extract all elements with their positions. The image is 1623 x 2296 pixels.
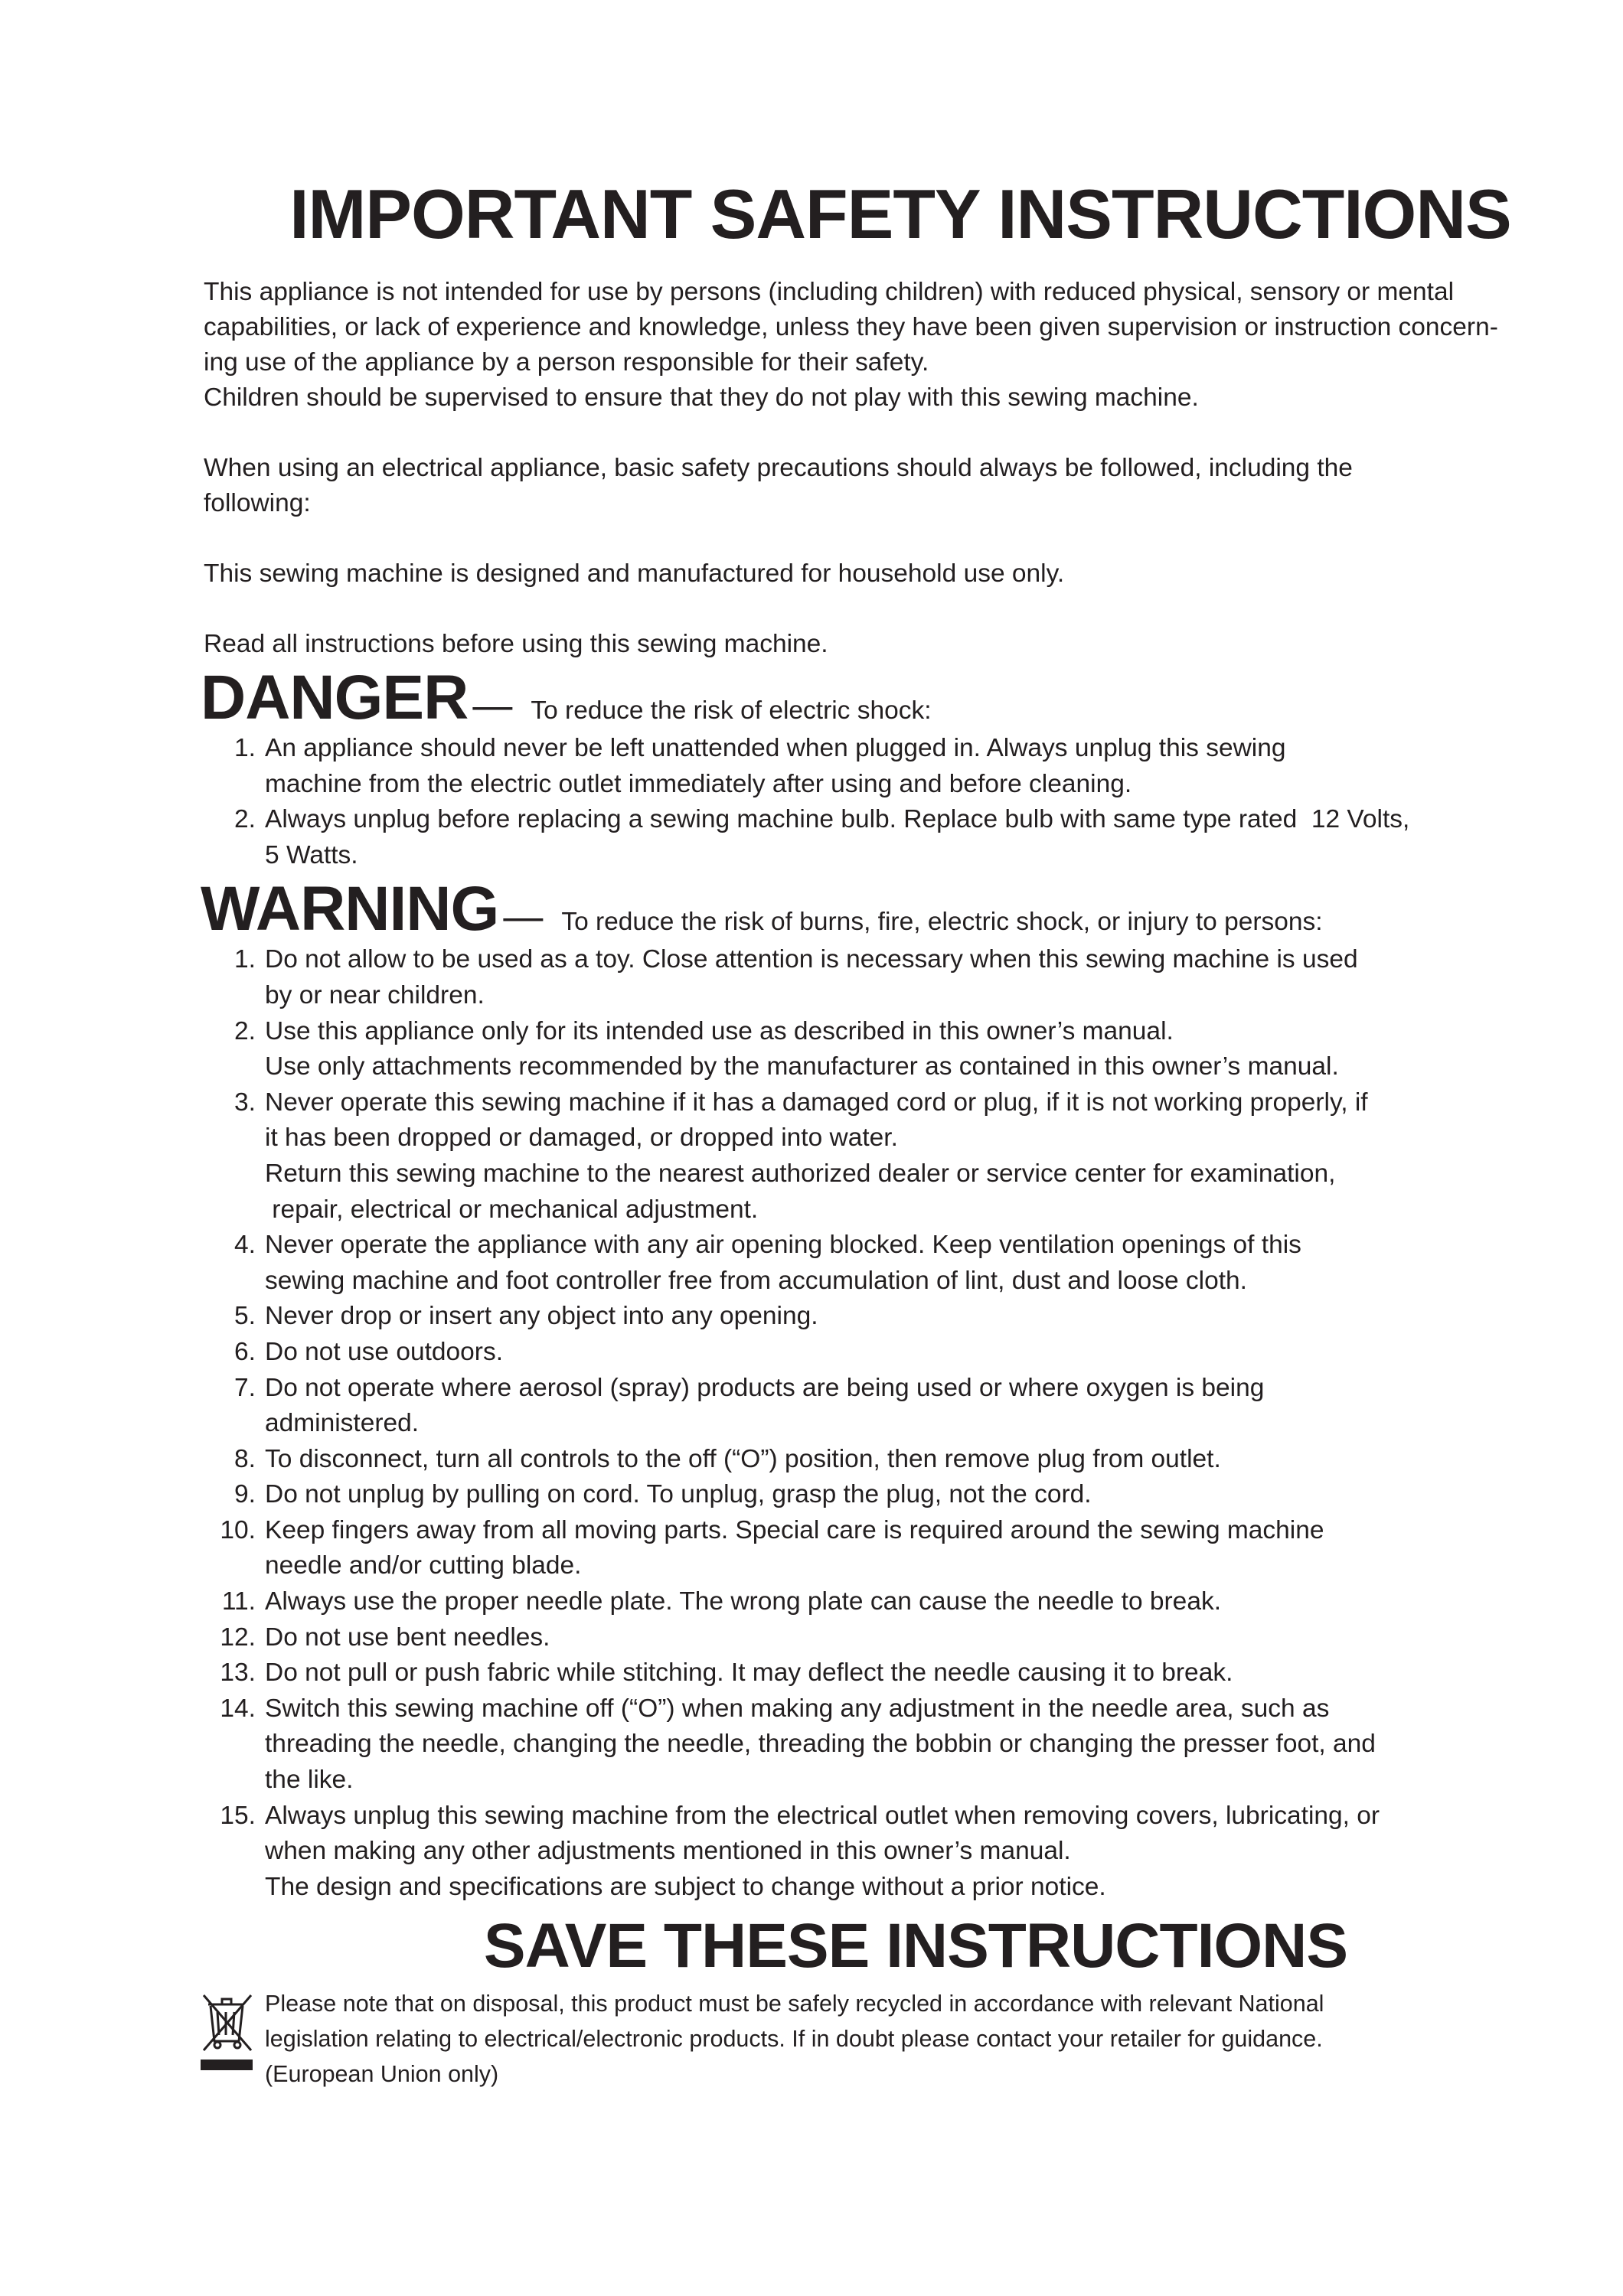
warning-item-line: Do not unplug by pulling on cord. To unplug, grasp the plug, not the cord. [265,1480,1092,1509]
warning-item [204,1085,1597,1228]
warning-item-line: Do not allow to be used as a toy. Close attention is necessary when this sewing machine is used [265,945,1358,974]
danger-heading [201,665,1597,731]
document-page [201,172,1597,2092]
warning-item-text [265,1691,1597,1799]
precautions-line: When using an electrical appliance, basic safety precautions should always be followed, including the [204,454,1353,482]
warning-item-text [265,1014,1597,1085]
danger-item-line: Always unplug before replacing a sewing machine bulb. Replace bulb with same type rated 12 Volts, [265,805,1410,834]
warning-item-line: Do not operate where aerosol (spray) products are being used or where oxygen is being [265,1373,1265,1402]
warning-item-number: 2. [234,1016,256,1045]
warning-item-number: 1. [234,945,256,974]
warning-item-text [265,1620,1597,1656]
warning-note: To reduce the risk of burns, fire, electric shock, or injury to persons: [561,908,1323,937]
page-title: IMPORTANT SAFETY INSTRUCTIONS [289,176,1511,253]
warning-item-text [265,1371,1597,1442]
warning-item-text [265,1477,1597,1513]
warning-dash: — [503,895,544,940]
danger-item-number: 1. [234,734,256,762]
danger-item-number: 2. [234,805,256,834]
warning-item-number: 8. [234,1444,256,1473]
warning-item-number: 7. [234,1373,256,1402]
warning-item-line: when making any other adjustments mentioned in this owner’s manual. [265,1837,1071,1866]
warning-item-line: administered. [265,1409,420,1438]
warning-item-line: sewing machine and foot controller free from accumulation of lint, dust and loose cloth. [265,1266,1247,1295]
warning-item [204,1691,1597,1799]
warning-item-text [265,1299,1597,1335]
warning-item [204,1513,1597,1584]
warning-item-number: 11. [221,1587,256,1616]
warning-item-line: Do not use outdoors. [265,1337,504,1366]
disposal-line: (European Union only) [265,2061,499,2088]
danger-item-line: An appliance should never be left unattended when plugged in. Always unplug this sewing [265,734,1286,762]
warning-item-line: Never drop or insert any object into any opening. [265,1302,818,1331]
warning-item-number: 5. [234,1302,256,1331]
warning-item-line: it has been dropped or damaged, or dropped into water. [265,1124,898,1153]
warning-item-line: Return this sewing machine to the nearest authorized dealer or service center for examination, [265,1159,1336,1188]
warning-item-line: Do not pull or push fabric while stitching. It may deflect the needle causing it to break. [265,1658,1233,1688]
warning-item-text [265,1799,1597,1906]
warning-item-line: needle and/or cutting blade. [265,1551,582,1580]
warning-item-number: 10. [220,1515,256,1544]
warning-list [204,942,1597,1905]
warning-item-line: Always use the proper needle plate. The wrong plate can cause the needle to break. [265,1587,1222,1616]
warning-item-line: the like. [265,1766,354,1795]
warning-item [204,1442,1597,1478]
warning-item-line: by or near children. [265,980,485,1009]
warning-item-line: Never operate the appliance with any air opening blocked. Keep ventilation openings of this [265,1231,1301,1260]
disposal-line: Please note that on disposal, this product must be safely recycled in accordance with relevant National [265,1991,1324,2017]
disposal-line: legislation relating to electrical/electronic products. If in doubt please contact your retailer for guidance. [265,2026,1323,2053]
warning-item-line: Always unplug this sewing machine from the electrical outlet when removing covers, lubricating, or [265,1801,1380,1830]
intro-line: capabilities, or lack of experience and knowledge, unless they have been given supervision or instruction concern- [204,313,1498,341]
warning-item-text [265,942,1597,1013]
warning-item-line: The design and specifications are subject to change without a prior notice. [265,1872,1106,1901]
warning-item-number: 14. [220,1694,256,1723]
household-use-note: This sewing machine is designed and manufactured for household use only. [204,559,1065,588]
danger-dash: — [472,683,513,728]
read-all-note: Read all instructions before using this sewing machine. [204,630,828,658]
warning-item-number: 4. [234,1231,256,1260]
warning-item-line: Keep fingers away from all moving parts. Special care is required around the sewing machine [265,1515,1324,1544]
danger-item-line: machine from the electric outlet immediately after using and before cleaning. [265,769,1132,798]
warning-item-line: To disconnect, turn all controls to the off (“O”) position, then remove plug from outlet. [265,1444,1221,1473]
danger-list [204,731,1597,873]
warning-item [204,1477,1597,1513]
warning-item [204,1655,1597,1691]
warning-title: WARNING [201,874,499,944]
warning-item-line: Use this appliance only for its intended use as described in this owner’s manual. [265,1016,1174,1045]
intro-line: ing use of the appliance by a person responsible for their safety. [204,348,929,377]
warning-item-line: Never operate this sewing machine if it has a damaged cord or plug, if it is not working properly, if [265,1088,1368,1117]
warning-item-line: Do not use bent needles. [265,1623,550,1652]
warning-item [204,1335,1597,1371]
warning-item-text [265,1335,1597,1371]
warning-item [204,1014,1597,1085]
warning-item-line: repair, electrical or mechanical adjustment. [265,1195,759,1224]
save-instructions-heading: SAVE THESE INSTRUCTIONS [483,1911,1348,1981]
danger-title: DANGER [201,663,469,732]
precautions-line: following: [204,489,311,517]
intro-line: This appliance is not intended for use by persons (including children) with reduced physical, sensory or mental [204,278,1455,306]
intro-section [204,275,1597,662]
disposal-text [265,1986,1324,2092]
warning-item-number: 12. [220,1623,256,1652]
warning-item-number: 3. [234,1088,256,1117]
danger-item [204,731,1597,802]
danger-item-text [265,802,1597,873]
warning-item [204,1584,1597,1620]
danger-note: To reduce the risk of electric shock: [531,696,932,725]
warning-heading [201,876,1597,942]
danger-item [204,802,1597,873]
warning-item [204,1799,1597,1906]
warning-item-number: 13. [220,1658,256,1688]
intro-line: Children should be supervised to ensure that they do not play with this sewing machine. [204,383,1199,412]
warning-item-line: threading the needle, changing the needle, threading the bobbin or changing the presser foot, and [265,1730,1376,1759]
warning-item-text [265,1655,1597,1691]
warning-item-text [265,1584,1597,1620]
warning-item [204,1228,1597,1299]
warning-item-text [265,1228,1597,1299]
warning-item-number: 6. [234,1337,256,1366]
warning-item-line: Use only attachments recommended by the manufacturer as contained in this owner’s manual. [265,1052,1339,1081]
warning-item [204,942,1597,1013]
warning-item-text [265,1442,1597,1478]
warning-item-number: 15. [220,1801,256,1830]
crossed-out-wheelie-bin-icon [204,1986,265,2092]
warning-item [204,1620,1597,1656]
warning-item [204,1299,1597,1335]
disposal-notice [204,1986,1597,2092]
warning-item-text [265,1513,1597,1584]
warning-item-line: Switch this sewing machine off (“O”) when making any adjustment in the needle area, such as [265,1694,1330,1723]
warning-item-text [265,1085,1597,1228]
warning-item [204,1371,1597,1442]
danger-item-text [265,731,1597,802]
warning-item-number: 9. [234,1480,256,1509]
danger-item-line: 5 Watts. [265,840,358,869]
